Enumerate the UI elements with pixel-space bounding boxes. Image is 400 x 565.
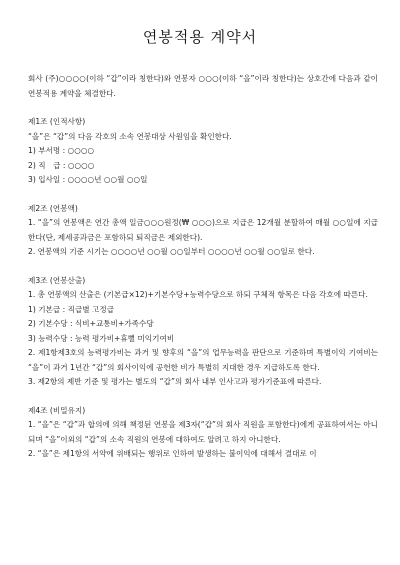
section-line: 1. “을”은 “갑”과 합의에 의해 책정된 연봉을 제3자(“갑”의 회사 직원을 포함한다)에게 공표하여서는 아니되며 “을”이외의 “갑”의 소속 직원의 연봉에 대하여도 알려고 하지 아니한다. bbox=[28, 420, 378, 444]
spacer bbox=[28, 260, 378, 274]
section-line: 3. 제2항의 제반 기준 및 평가는 별도의 “갑”의 회사 내부 인사고과 평가기준표에 따른다. bbox=[28, 377, 322, 386]
section-line: 1. “을”의 연봉액은 연간 총액 일금○○○원정(₩ ○○○)으로 지급은 12개월 분할하여 매월 ○○일에 지급한다(단, 제세공과금은 포함하되 퇴직금은 제외한다). bbox=[28, 218, 378, 242]
section-line: 2. 연봉액의 기준 시기는 ○○○○년 ○○월 ○○일부터 ○○○○년 ○○월 ○○일로 한다. bbox=[28, 247, 315, 256]
document-body bbox=[28, 72, 378, 462]
spacer bbox=[28, 101, 378, 115]
section-line: 2) 기본수당 : 식비+교통비+가족수당 bbox=[28, 319, 154, 328]
section-heading: 제1조 (인적사항) bbox=[28, 117, 86, 126]
document-title: 연봉적용 계약서 bbox=[142, 28, 258, 46]
spacer bbox=[28, 390, 378, 404]
section-line: 2) 직 급 : ○○○○ bbox=[28, 160, 95, 170]
section-line: 1) 부서명 : ○○○○ bbox=[28, 146, 95, 155]
section-line: 3) 입사일 : ○○○○년 ○○월 ○○일 bbox=[28, 175, 148, 184]
section-line: “을”은 “갑”의 다음 각호의 소속 연봉대상 사원임을 확인한다. bbox=[28, 131, 232, 141]
section-line: 1) 기본급 : 직급별 고정급 bbox=[28, 304, 115, 314]
intro-paragraph: 회사 (주)○○○○(이하 “갑”이라 칭한다)와 연봉자 ○○○(이하 “을”이라 칭한다)는 상호간에 다음과 같이 연봉적용 계약을 체결한다. bbox=[28, 74, 378, 98]
spacer bbox=[28, 188, 378, 202]
section-line: 3) 능력수당 : 능력 평가비+휴뻘 미익기여비 bbox=[28, 333, 175, 343]
section-line: 2. 제1항제3호의 능력평가비는 과거 및 향후의 “을”의 업무능력을 판단으로 기준하며 특별이익 기여비는 “을”이 과거 1년간 “갑”의 회사이익에 공헌한 비가 특별히 지대한 경우 지급하도록 한다. bbox=[28, 348, 378, 372]
section-heading: 제4조 (비밀유지) bbox=[28, 405, 86, 415]
section-line: 1. 총 연봉액의 산출은 (기본급×12)+기본수당+능력수당으로 하되 구체적 항목은 다음 각호에 따른다. bbox=[28, 290, 368, 299]
section-line: 2. “을”은 제1항의 서약에 위배되는 행위로 인하여 발생하는 불이익에 대해서 결대로 이 bbox=[28, 449, 317, 458]
section-heading: 제2조 (연봉액) bbox=[28, 203, 78, 213]
section-heading: 제3조 (연봉산출) bbox=[28, 275, 86, 285]
